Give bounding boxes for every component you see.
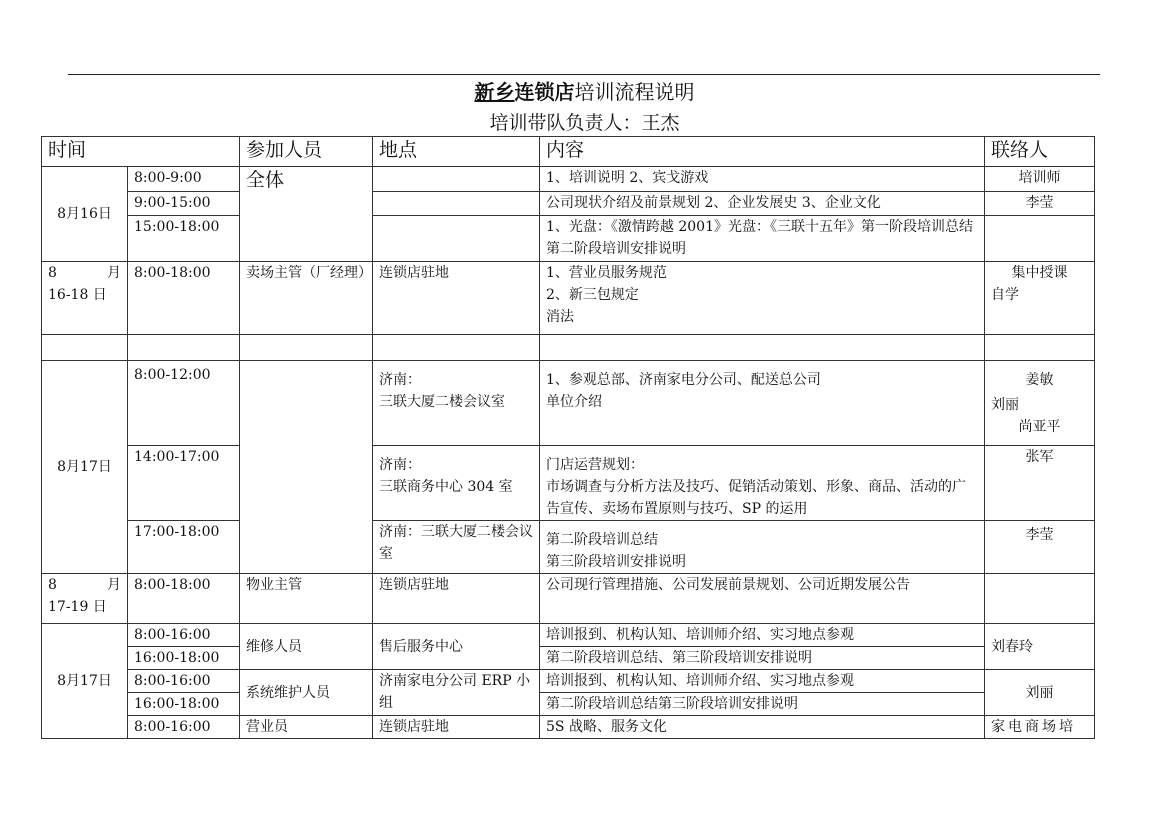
- header-place: 地点: [373, 137, 540, 167]
- table-row: [42, 216, 1095, 262]
- table-row: [42, 262, 1095, 335]
- s5-sys-r2-content: 第二阶段培训总结第三阶段培训安排说明: [540, 693, 985, 716]
- s5-repair-r1-content: 培训报到、机构认知、培训师介绍、实习地点参观: [540, 624, 985, 647]
- s3-r1-place: [373, 361, 540, 446]
- header-people: 参加人员: [240, 137, 373, 167]
- s3-r1-content-line: 单位介绍: [546, 394, 603, 410]
- s2-contact-line: 自学: [991, 287, 1020, 303]
- s2-content-line: 2、新三包规定: [546, 287, 639, 303]
- s3-r2-time: 14:00-17:00: [128, 446, 240, 521]
- s1-r2-place: [373, 192, 540, 216]
- s4-contact: [985, 574, 1095, 624]
- s5-sales-content: 5S 战略、服务文化: [540, 716, 985, 739]
- s3-r3-place: 济南：三联大厦二楼会议室: [373, 521, 540, 574]
- s2-place: 连锁店驻地: [373, 262, 540, 335]
- s5-sys-r1-time: 8:00-16:00: [128, 670, 240, 693]
- header-contact: 联络人: [985, 137, 1095, 167]
- s2-date-day: 8: [48, 265, 57, 281]
- s3-r1-time: 8:00-12:00: [128, 361, 240, 446]
- s3-r2-place-line: 三联商务中心 304 室: [379, 479, 513, 495]
- s2-content-line: 1、营业员服务规范: [546, 265, 667, 281]
- s1-r3-content: 1、光盘：《激情跨越 2001》光盘：《三联十五年》第一阶段培训总结第二阶段培训安排说明: [540, 216, 985, 262]
- s2-contact-line: 集中授课: [1011, 265, 1068, 281]
- s3-r3-contact: 李莹: [985, 521, 1095, 574]
- s4-time: 8:00-18:00: [128, 574, 240, 624]
- s5-sys-r2-time: 16:00-18:00: [128, 693, 240, 716]
- title-store: 连锁店: [514, 80, 575, 104]
- s5-sales-contact: 家电商场培: [985, 716, 1095, 739]
- s5-sys-r1-content: 培训报到、机构认知、培训师介绍、实习地点参观: [540, 670, 985, 693]
- s5-sys-contact: 刘丽: [985, 670, 1095, 716]
- s3-r1-place-line: 三联大厦二楼会议室: [379, 394, 506, 410]
- s5-sales-time: 8:00-16:00: [128, 716, 240, 739]
- header-content: 内容: [540, 137, 985, 167]
- s2-content: [540, 262, 985, 335]
- s3-date: 8月17日: [42, 361, 128, 574]
- header-time: 时间: [42, 137, 240, 167]
- s1-r2-contact: 李莹: [985, 192, 1095, 216]
- table-row: [42, 693, 1095, 716]
- s5-sales-place: 连锁店驻地: [373, 716, 540, 739]
- s1-r3-time: 15:00-18:00: [128, 216, 240, 262]
- s3-r2-content: [540, 446, 985, 521]
- s5-sys-place: 济南家电分公司 ERP 小组: [373, 670, 540, 716]
- s1-r3-contact: [985, 216, 1095, 262]
- table-row: [42, 647, 1095, 670]
- s4-content: 公司现行管理措施、公司发展前景规划、公司近期发展公告: [540, 574, 985, 624]
- s3-r1-contact-line: 刘丽: [991, 397, 1020, 413]
- page-subtitle: 培训带队负责人：王杰: [489, 112, 680, 134]
- s1-r1-content: 1、培训说明 2、宾戈游戏: [540, 167, 985, 192]
- table-row: [42, 446, 1095, 521]
- s3-r1-content-line: 1、参观总部、济南家电分公司、配送总公司: [546, 372, 821, 388]
- s5-repair-contact: 刘春玲: [985, 624, 1095, 670]
- s3-r3-content: [540, 521, 985, 574]
- s2-time: 8:00-18:00: [128, 262, 240, 335]
- title-city: 新乡: [474, 80, 515, 104]
- header-rule: [68, 74, 1100, 75]
- s2-date-month: 月: [107, 265, 121, 281]
- s3-r2-contact: 张军: [985, 446, 1095, 521]
- s1-r1-time: 8:00-9:00: [128, 167, 240, 192]
- s1-date: 8月16日: [42, 167, 128, 262]
- s2-content-line: 消法: [546, 309, 575, 325]
- s5-sales-people: 营业员: [240, 716, 373, 739]
- s3-r2-content-line: 门店运营规划：: [546, 457, 645, 473]
- s5-date: 8月17日: [42, 624, 128, 739]
- s3-r1-contact-line: 姜敏: [1025, 372, 1054, 388]
- s2-people: 卖场主管（厂经理）: [240, 262, 373, 335]
- table-row: [42, 192, 1095, 216]
- s1-r3-place: [373, 216, 540, 262]
- table-row: [42, 361, 1095, 446]
- s5-repair-r2-content: 第二阶段培训总结、第三阶段培训安排说明: [540, 647, 985, 670]
- s3-r1-contact-line: 尚亚平: [1018, 419, 1061, 435]
- s3-r2-content-line: 市场调查与分析方法及技巧、促销活动策划、形象、商品、活动的广告宣传、卖场布置原则与技巧、SP 的运用: [546, 479, 967, 517]
- s1-r1-place: [373, 167, 540, 192]
- table-header-row: [42, 137, 1095, 167]
- s3-r1-place-line: 济南：: [379, 372, 422, 388]
- s5-sys-people: 系统维护人员: [240, 670, 373, 716]
- table-row: [42, 716, 1095, 739]
- s4-date-day: 8: [48, 577, 57, 593]
- table-row: [42, 624, 1095, 647]
- s2-date: [42, 262, 128, 335]
- s1-people: 全体: [240, 167, 373, 262]
- table-row: [42, 574, 1095, 624]
- s5-repair-r2-time: 16:00-18:00: [128, 647, 240, 670]
- table-row: [42, 670, 1095, 693]
- s3-r2-place: [373, 446, 540, 521]
- s5-repair-r1-time: 8:00-16:00: [128, 624, 240, 647]
- page-title: [0, 78, 1169, 106]
- s3-r1-contact: [985, 361, 1095, 446]
- s5-repair-people: 维修人员: [240, 624, 373, 670]
- s3-people: [240, 361, 373, 574]
- s4-date: [42, 574, 128, 624]
- s4-date-range: 17-19 日: [48, 599, 107, 615]
- s3-r2-place-line: 济南：: [379, 457, 422, 473]
- s5-repair-place: 售后服务中心: [373, 624, 540, 670]
- s3-r1-content: [540, 361, 985, 446]
- s1-r2-time: 9:00-15:00: [128, 192, 240, 216]
- s3-r3-time: 17:00-18:00: [128, 521, 240, 574]
- schedule-table: [41, 136, 1095, 739]
- s2-contact: [985, 262, 1095, 335]
- s2-date-range: 16-18 日: [48, 287, 107, 303]
- s4-place: 连锁店驻地: [373, 574, 540, 624]
- s1-r1-contact: 培训师: [985, 167, 1095, 192]
- empty-row: [42, 335, 1095, 361]
- s3-r3-content-line: 第三阶段培训安排说明: [546, 554, 687, 570]
- s1-r2-content: 公司现状介绍及前景规划 2、企业发展史 3、企业文化: [540, 192, 985, 216]
- s3-r3-content-line: 第二阶段培训总结: [546, 532, 659, 548]
- s4-date-month: 月: [107, 577, 121, 593]
- s4-people: 物业主管: [240, 574, 373, 624]
- title-rest: 培训流程说明: [574, 80, 695, 104]
- table-row: [42, 521, 1095, 574]
- table-row: [42, 167, 1095, 192]
